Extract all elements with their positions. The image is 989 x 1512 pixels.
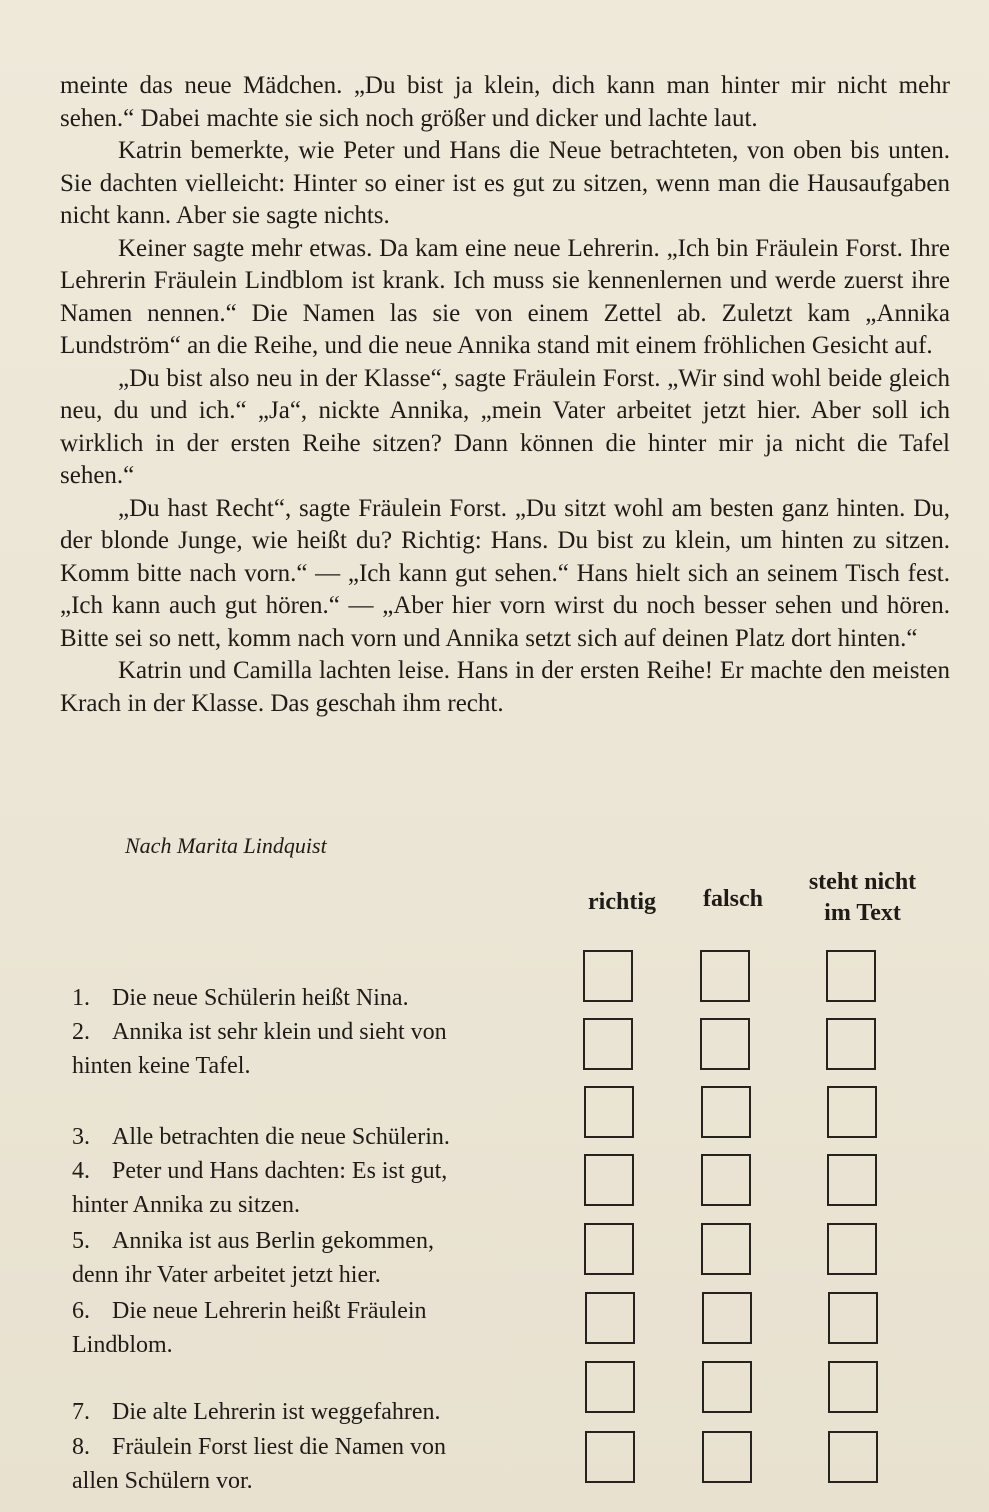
column-header-line: im Text bbox=[824, 900, 901, 926]
statement-number: 6. bbox=[72, 1298, 90, 1324]
statement-text: Alle betrachten die neue Schülerin. bbox=[112, 1124, 450, 1150]
checkbox-richtig-6[interactable] bbox=[585, 1292, 635, 1344]
column-header-line: steht nicht bbox=[808, 869, 917, 895]
checkbox-nicht-im-text-2[interactable] bbox=[826, 1018, 876, 1070]
story-paragraph: meinte das neue Mädchen. „Du bist ja klein, dich kann man hinter mir nicht mehr sehen.“ Dabei machte sie sich noch größer und dicker und lachte laut. bbox=[60, 72, 950, 132]
statement-number: 8. bbox=[72, 1434, 90, 1460]
checkbox-falsch-6[interactable] bbox=[702, 1292, 752, 1344]
checkbox-richtig-5[interactable] bbox=[584, 1223, 634, 1275]
checkbox-falsch-2[interactable] bbox=[700, 1018, 750, 1070]
statement-number: 4. bbox=[72, 1158, 90, 1184]
checkbox-richtig-2[interactable] bbox=[583, 1018, 633, 1070]
story-paragraph: „Du bist also neu in der Klasse“, sagte Fräulein Forst. „Wir sind wohl beide gleich neu, du und ich.“ „Ja“, nickte Annika, „mein Vater arbeitet jetzt hier. Aber soll ich wirklich in der ersten Reihe sitzen? Dann können die hinter mir ja nicht die Tafel sehen.“ bbox=[60, 364, 950, 489]
statement-7 bbox=[72, 1395, 532, 1429]
story-paragraph: „Du hast Recht“, sagte Fräulein Forst. „Du sitzt wohl am besten ganz hinten. Du, der blonde Junge, wie heißt du? Richtig: Hans. Du bist zu klein, um hinten zu sitzen. Komm bitte nach vorn.“ — „Ich kann gut sehen.“ Hans hielt sich an seinem Tisch fest. „Ich kann auch gut hören.“ — „Aber hier vorn wirst du noch besser sehen und hören. Bitte sei so nett, komm nach vorn und Annika setzt sich auf deinen Platz dort hinten.“ bbox=[60, 494, 950, 652]
checkbox-falsch-3[interactable] bbox=[701, 1086, 751, 1138]
column-header-steht-nicht-im-text bbox=[790, 867, 935, 929]
checkbox-nicht-im-text-8[interactable] bbox=[828, 1431, 878, 1483]
statement-number: 7. bbox=[72, 1399, 90, 1425]
checkbox-falsch-5[interactable] bbox=[701, 1223, 751, 1275]
story-paragraph: Katrin und Camilla lachten leise. Hans in der ersten Reihe! Er machte den meisten Krach in der Klasse. Das geschah ihm recht. bbox=[60, 657, 950, 717]
source-attribution: Nach Marita Lindquist bbox=[125, 833, 327, 858]
statement-text-continued: Lindblom. bbox=[72, 1332, 173, 1358]
statement-2 bbox=[72, 1015, 532, 1083]
story-paragraph: Katrin bemerkte, wie Peter und Hans die Neue betrachteten, von oben bis unten. Sie dachten vielleicht: Hinter so einer ist es gut zu sitzen, wenn man die Hausaufgaben nicht kann. Aber sie sagte nichts. bbox=[60, 137, 950, 229]
statement-4 bbox=[72, 1154, 532, 1222]
story-paragraph: Keiner sagte mehr etwas. Da kam eine neue Lehrerin. „Ich bin Fräulein Forst. Ihre Lehrerin Fräulein Lindblom ist krank. Ich muss sie kennenlernen und werde zuerst ihre Namen nennen.“ Die Namen las sie von einem Zettel ab. Zuletzt kam „Annika Lundström“ an die Reihe, und die neue Annika stand mit einem fröhlichen Gesicht auf. bbox=[60, 234, 950, 359]
column-header-richtig: richtig bbox=[588, 889, 656, 915]
statement-text-continued: hinten keine Tafel. bbox=[72, 1053, 251, 1079]
statement-text: Annika ist aus Berlin gekommen, bbox=[112, 1228, 434, 1254]
checkbox-falsch-1[interactable] bbox=[700, 950, 750, 1002]
checkbox-nicht-im-text-3[interactable] bbox=[827, 1086, 877, 1138]
checkbox-richtig-8[interactable] bbox=[585, 1431, 635, 1483]
checkbox-nicht-im-text-1[interactable] bbox=[826, 950, 876, 1002]
checkbox-falsch-4[interactable] bbox=[701, 1154, 751, 1206]
story-text bbox=[60, 70, 950, 720]
statement-6 bbox=[72, 1294, 532, 1362]
checkbox-richtig-7[interactable] bbox=[585, 1361, 635, 1413]
statement-1 bbox=[72, 981, 532, 1015]
checkbox-richtig-4[interactable] bbox=[584, 1154, 634, 1206]
checkbox-falsch-8[interactable] bbox=[702, 1431, 752, 1483]
checkbox-nicht-im-text-5[interactable] bbox=[827, 1223, 877, 1275]
statement-number: 3. bbox=[72, 1124, 90, 1150]
column-header-falsch: falsch bbox=[703, 886, 763, 912]
checkbox-richtig-3[interactable] bbox=[584, 1086, 634, 1138]
statement-number: 2. bbox=[72, 1019, 90, 1045]
checkbox-richtig-1[interactable] bbox=[583, 950, 633, 1002]
statement-text: Annika ist sehr klein und sieht von bbox=[112, 1019, 447, 1045]
statement-text: Peter und Hans dachten: Es ist gut, bbox=[112, 1158, 448, 1184]
statement-text: Die neue Lehrerin heißt Fräulein bbox=[112, 1298, 427, 1324]
statement-5 bbox=[72, 1224, 532, 1292]
checkbox-falsch-7[interactable] bbox=[702, 1361, 752, 1413]
statement-number: 5. bbox=[72, 1228, 90, 1254]
statement-3 bbox=[72, 1120, 532, 1154]
checkbox-nicht-im-text-7[interactable] bbox=[828, 1361, 878, 1413]
checkbox-nicht-im-text-4[interactable] bbox=[827, 1154, 877, 1206]
statement-text-continued: allen Schülern vor. bbox=[72, 1468, 253, 1494]
statement-number: 1. bbox=[72, 985, 90, 1011]
statement-text: Fräulein Forst liest die Namen von bbox=[112, 1434, 446, 1460]
statement-text: Die neue Schülerin heißt Nina. bbox=[112, 985, 409, 1011]
statement-text-continued: hinter Annika zu sitzen. bbox=[72, 1192, 300, 1218]
statement-text-continued: denn ihr Vater arbeitet jetzt hier. bbox=[72, 1262, 381, 1288]
checkbox-nicht-im-text-6[interactable] bbox=[828, 1292, 878, 1344]
statement-8 bbox=[72, 1430, 532, 1498]
statement-text: Die alte Lehrerin ist weggefahren. bbox=[112, 1399, 441, 1425]
